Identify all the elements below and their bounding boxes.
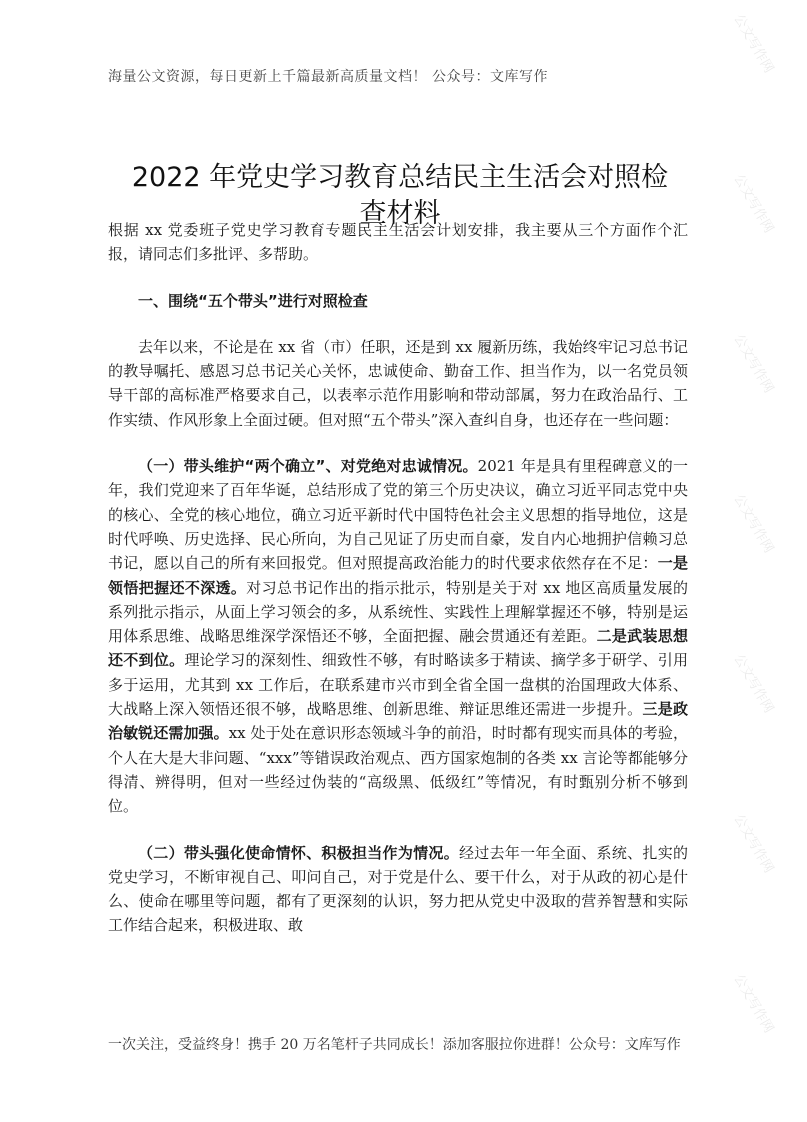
item-1-paragraph (108, 454, 688, 818)
item-1-title: （一）带头维护“两个确立”、对党绝对忠诚情况。 (138, 457, 478, 476)
point-2-text: 理论学习的深刻性、细致性不够，有时略读多于精读、摘学多于研学、引用多于运用，尤其到 xx 工作后，在联系建市兴市到全省全国一盘棋的治国理政大体系、大战略上深入领悟还很不够，战略思维、创新思维、辩证思维还需进一步提升。 (108, 651, 688, 719)
watermark-strip (730, 0, 787, 1122)
page-footer: 一次关注，受益终身！携手 20 万名笔杆子共同成长！添加客服拉你进群！公众号：文库写作 (108, 1037, 681, 1053)
title-line-2: 查材料 (359, 198, 441, 230)
watermark-text: 公文写作网 (730, 652, 777, 716)
watermark-text: 公文写作网 (730, 492, 777, 556)
section-heading: 一、围绕“五个带头”进行对照检查 (138, 291, 368, 310)
watermark-text: 公文写作网 (730, 172, 777, 236)
item-2-title: （二）带头强化使命情怀、积极担当作为情况。 (138, 843, 459, 862)
point-2-title: 二是武装思想还不到位。 (108, 627, 688, 670)
document-body (108, 218, 688, 938)
section-paragraph: 去年以来，不论是在 xx 省（市）任职，还是到 xx 履新历练，我始终牢记习总书记的教导嘱托、感恩习总书记关心关怀，忠诚使命、勤奋工作、担当作为，以一名党员领导干部的高标准严格要求自己，以表率示范作用影响和带动部属，努力在政治品行、工作实绩、作风形象上全面过硬。但对照“五个带头”深入查纠自身，也还存在一些问题： (108, 337, 688, 429)
item-2-text: 经过去年一年全面、系统、扎实的党史学习，不断审视自己、叩问自己，对于党是什么、要干什么，对于从政的初心是什么、使命在哪里等问题，都有了更深刻的认识，努力把从党史中汲取的营养智慧和实际工作结合起来，积极进取、敢 (108, 843, 688, 935)
watermark-text: 公文写作网 (730, 812, 777, 876)
page-header: 海量公文资源，每日更新上千篇最新高质量文档！ 公众号：文库写作 (108, 69, 548, 85)
item-2-paragraph (108, 841, 688, 938)
point-3-text: xx 处于处在意识形态领域斗争的前沿，时时都有现实而具体的考验，个人在大是大非问题、“xxx”等错误政治观点、西方国家炮制的各类 xx 言论等都能够分得清、辨得明，但对一些经过伪装的“高级黑、低级红”等情况，有时甄别分析不够到位。 (108, 724, 688, 816)
point-1-text: 对习总书记作出的指示批示，特别是关于对 xx 地区高质量发展的系列批示指示，从面上学习领会的多，从系统性、实践性上理解掌握还不够，特别是运用体系思维、战略思维深学深悟还不够，全面把握、融会贯通还有差距。 (108, 578, 688, 646)
item-1-text: 2021 年是具有里程碑意义的一年，我们党迎来了百年华诞，总结形成了党的第三个历史决议，确立习近平同志党中央的核心、全党的核心地位，确立习近平新时代中国特色社会主义思想的指导地位，这是时代呼唤、历史选择、民心所向，为自己见证了历史而自豪，发自内心地拥护信赖习总书记，愿以自己的所有来回报党。但对照提高政治能力的时代要求依然存在不足： (108, 457, 688, 573)
point-3-title: 三是政治敏锐还需加强。 (108, 700, 688, 743)
title-line-1: 2022 年党史学习教育总结民主生活会对照检 (131, 162, 669, 194)
point-1-title: 一是领悟把握还不深透。 (108, 554, 688, 597)
watermark-text: 公文写作网 (730, 332, 777, 396)
watermark-text: 公文写作网 (730, 12, 777, 76)
watermark-text: 公文写作网 (730, 972, 777, 1036)
intro-paragraph: 根据 xx 党委班子党史学习教育专题民主生活会计划安排，我主要从三个方面作个汇报，请同志们多批评、多帮助。 (108, 221, 688, 264)
